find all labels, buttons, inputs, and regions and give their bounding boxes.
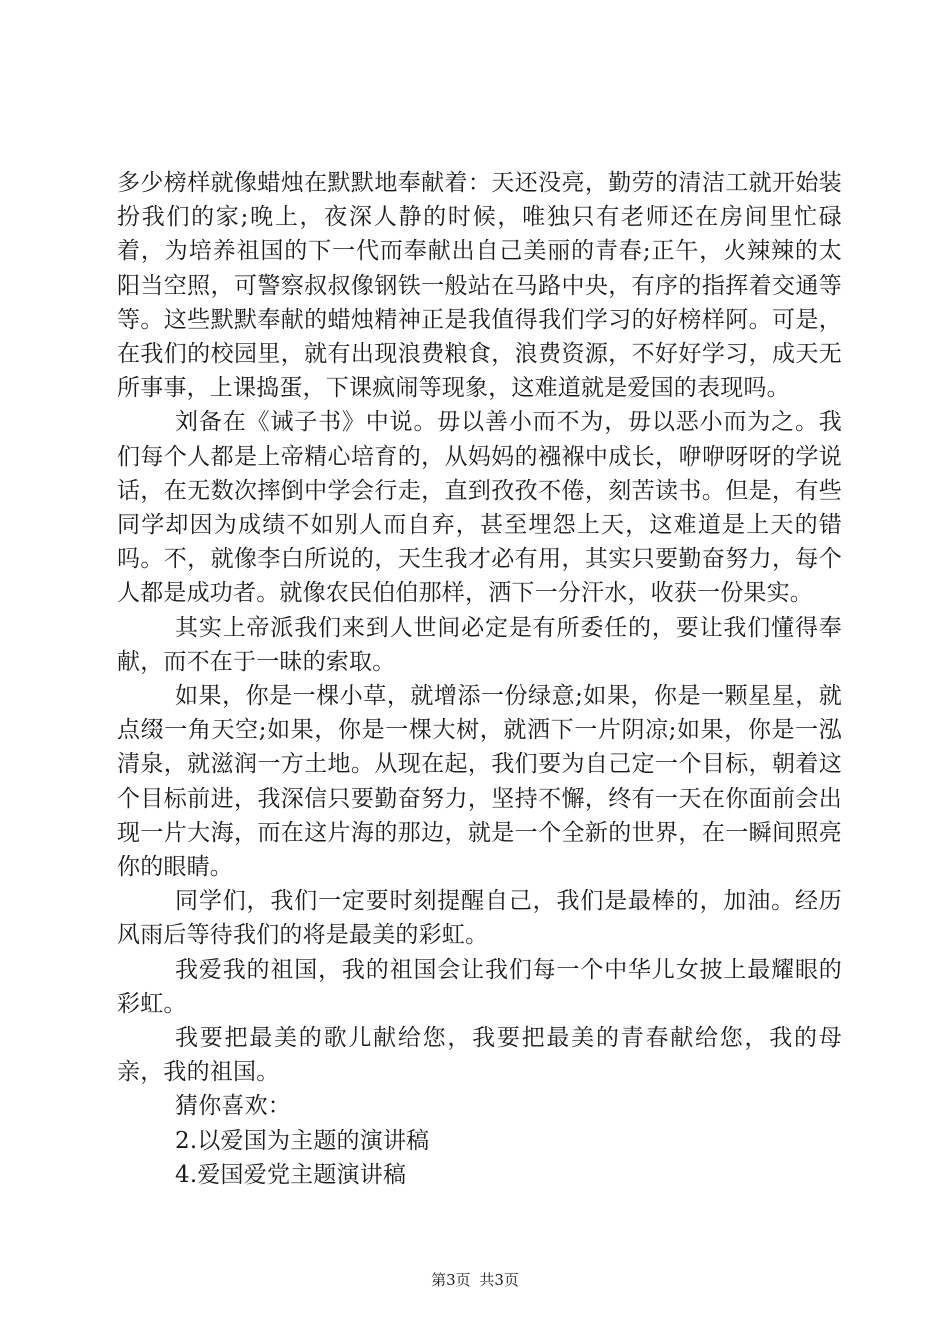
paragraph-6: 我爱我的祖国，我的祖国会让我们每一个中华儿女披上最耀眼的彩虹。 [117, 956, 842, 1017]
paragraph-3: 其实上帝派我们来到人世间必定是有所委任的，要让我们懂得奉献，而不在于一昧的索取。 [117, 614, 842, 675]
paragraph-1: 多少榜样就像蜡烛在默默地奉献着：天还没亮，勤劳的清洁工就开始装扮我们的家;晚上，夜深人静的时候，唯独只有老师还在房间里忙碌着，为培养祖国的下一代而奉献出自己美丽的青春;正午，火辣辣的太阳当空照，可警察叔叔像钢铁一般站在马路中央，有序的指挥着交通等等。这些默默奉献的蜡烛精神正是我值得我们学习的好榜样阿。可是，在我们的校园里，就有出现浪费粮食，浪费资源，不好好学习，成天无所事事，上课捣蛋，下课疯闹等现象，这难道就是爱国的表现吗。 [117, 170, 842, 402]
paragraph-5: 同学们，我们一定要时刻提醒自己，我们是最棒的，加油。经历风雨后等待我们的将是最美的彩虹。 [117, 888, 842, 949]
page-footer [0, 1269, 950, 1290]
page-total: 共3页 [479, 1271, 519, 1289]
paragraph-4: 如果，你是一棵小草，就增添一份绿意;如果，你是一颗星星，就点缀一角天空;如果，你是一棵大树，就洒下一片阴凉;如果，你是一泓清泉，就滋润一方土地。从现在起，我们要为自己定一个目标，朝着这个目标前进，我深信只要勤奋努力，坚持不懈，终有一天在你面前会出现一片大海，而在这片海的那边，就是一个全新的世界，在一瞬间照亮你的眼睛。 [117, 683, 842, 881]
related-link-2[interactable]: 4.爱国爱党主题演讲稿 [175, 1161, 407, 1188]
related-heading: 猜你喜欢： [175, 1093, 291, 1120]
related-link-1[interactable]: 2.以爱国为主题的演讲稿 [175, 1127, 430, 1154]
paragraph-7: 我要把最美的歌儿献给您，我要把最美的青春献给您，我的母亲，我的祖国。 [117, 1025, 842, 1086]
paragraph-2: 刘备在《诫子书》中说。毋以善小而不为，毋以恶小而为之。我们每个人都是上帝精心培育的，从妈妈的襁褓中成长，咿咿呀呀的学说话，在无数次摔倒中学会行走，直到孜孜不倦，刻苦读书。但是，有些同学却因为成绩不如别人而自弃，甚至埋怨上天，这难道是上天的错吗。不，就像李白所说的，天生我才必有用，其实只要勤奋努力，每个人都是成功者。就像农民伯伯那样，洒下一分汗水，收获一份果实。 [117, 409, 842, 607]
document-body [117, 166, 842, 1192]
page-number: 第3页 [431, 1271, 471, 1289]
